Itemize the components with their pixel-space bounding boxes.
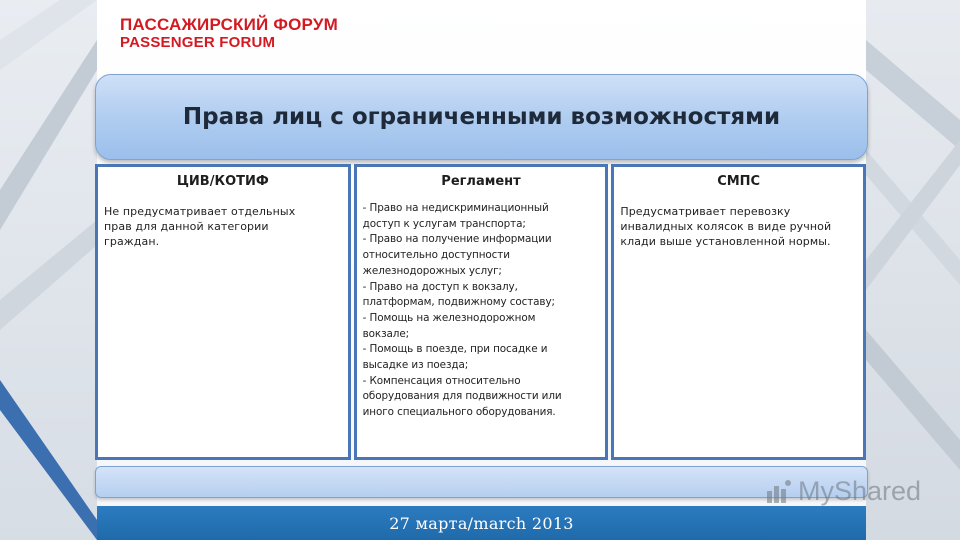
text-line: клади выше установленной нормы. (620, 235, 831, 248)
bottom-banner (95, 466, 868, 498)
text-line: Предусматривает перевозку (620, 205, 791, 218)
text-line: платформам, подвижному составу; (362, 296, 555, 309)
logo-text-en: PASSENGER FORUM (120, 34, 276, 51)
text-line: граждан. (104, 235, 160, 248)
column-header: СМПС (717, 174, 761, 189)
logo-text-ru: ПАССАЖИРСКИЙ ФОРУМ (120, 15, 338, 34)
myshared-watermark (764, 476, 921, 507)
slide-title: Права лиц с ограниченными возможностями (182, 104, 781, 130)
text-line: относительно доступности (362, 249, 510, 262)
column-body (620, 204, 857, 249)
bar-chart-person-icon (764, 477, 794, 507)
stripe-shape (0, 0, 97, 70)
column-smps (611, 164, 866, 460)
right-decoration-stripes (866, 0, 960, 540)
text-line: - Помощь на железнодорожном (362, 311, 536, 324)
text-line: высадке из поезда; (362, 359, 469, 372)
text-line: - Право на получение информации (362, 233, 552, 246)
stripe-shape (866, 40, 960, 150)
watermark-text: MyShared (798, 476, 922, 506)
text-line: иного специального оборудования. (362, 406, 556, 419)
stripe-shape (866, 330, 960, 470)
footer-band (97, 506, 866, 540)
column-header: ЦИВ/КОТИФ (176, 174, 269, 189)
text-line: прав для данной категории (104, 220, 269, 233)
text-line: вокзале; (362, 327, 410, 340)
column-body (363, 201, 600, 421)
footer-date: 27 марта/march 2013 (389, 513, 574, 533)
text-line: оборудования для подвижности или (362, 390, 562, 403)
forum-logo (120, 16, 338, 52)
right-background-panel (866, 0, 960, 540)
text-line: железнодорожных услуг; (362, 264, 502, 277)
column-regulation (354, 164, 609, 460)
text-line: - Помощь в поезде, при посадке и (362, 343, 548, 356)
left-decoration-stripes (0, 0, 97, 540)
stripe-shape (0, 380, 97, 540)
column-civ-cotif (95, 164, 351, 460)
comparison-columns (95, 164, 866, 460)
text-line: - Право на недискриминационный (362, 202, 549, 214)
title-banner (95, 74, 868, 160)
text-line: инвалидных колясок в виде ручной (620, 220, 832, 233)
left-background-panel (0, 0, 97, 540)
stripe-shape (0, 40, 97, 230)
text-line: - Компенсация относительно (362, 374, 521, 387)
stripe-shape (0, 220, 97, 330)
column-header: Регламент (441, 174, 521, 189)
text-line: доступ к услугам транспорта; (362, 217, 526, 230)
text-line: - Право на доступ к вокзалу, (362, 280, 518, 293)
text-line: Не предусматривает отдельных (104, 205, 296, 218)
column-body (104, 204, 342, 249)
